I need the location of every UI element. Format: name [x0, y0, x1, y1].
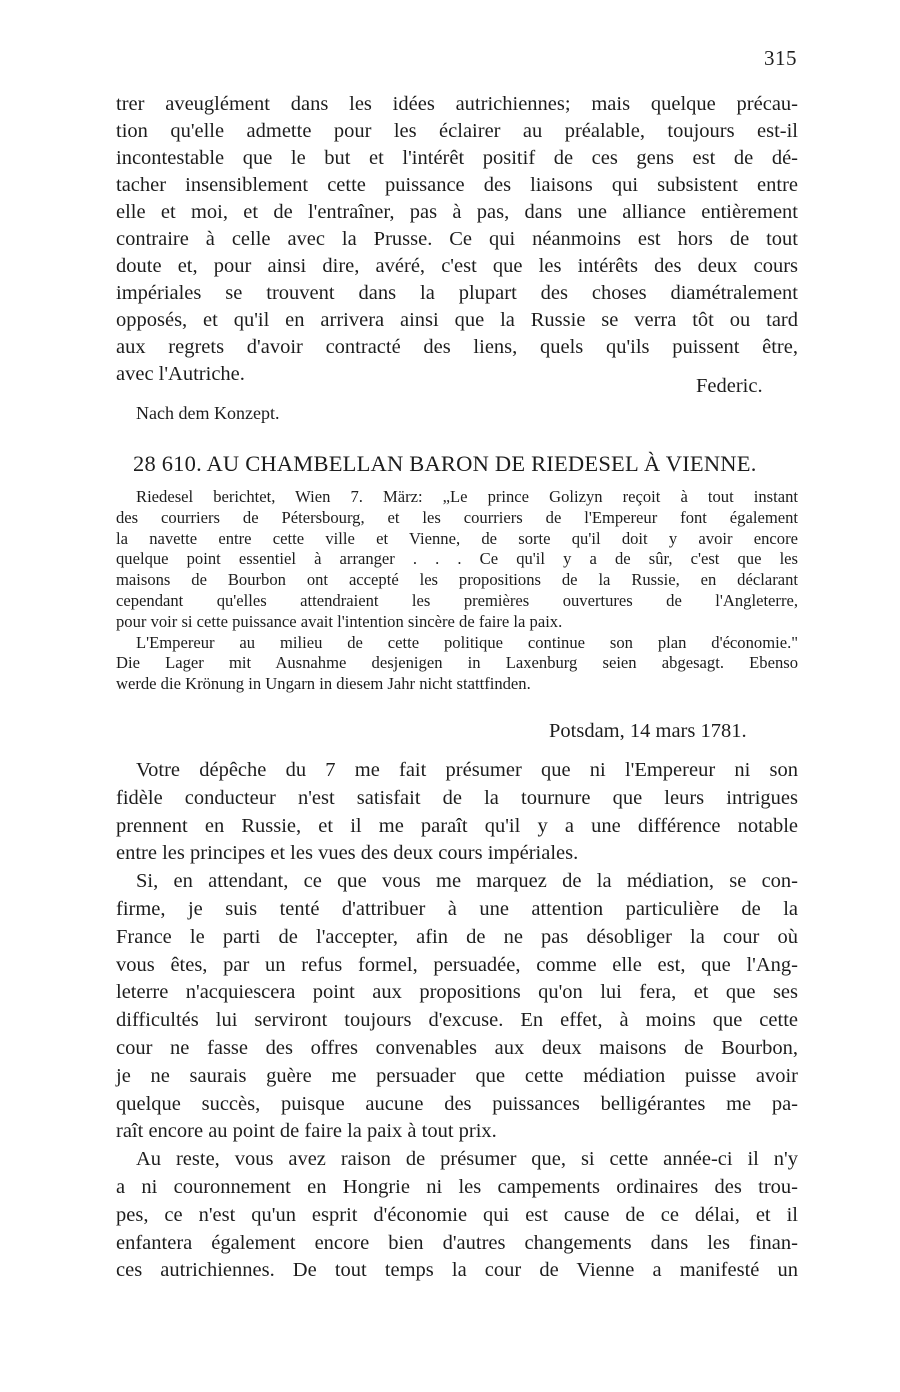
text-line: Au reste, vous avez raison de présumer que, si cette année-ci il n'y: [136, 1148, 798, 1171]
text-line: je ne saurais guère me persuader que cette médiation puisse avoir: [116, 1064, 798, 1087]
text-line: tacher insensiblement cette puissance des liaisons qui subsistent entre: [116, 174, 798, 196]
text-line: difficultés lui serviront toujours d'excuse. En effet, à moins que cette: [116, 1009, 798, 1032]
summary-line: quelque point essentiel à arranger . . . Ce qu'il y a de sûr, c'est que les: [116, 549, 798, 569]
text-line: trer aveuglément dans les idées autrichiennes; mais quelque précau-: [116, 93, 798, 115]
document-heading: 28 610. AU CHAMBELLAN BARON DE RIEDESEL À VIENNE.: [133, 451, 757, 476]
summary-line-last: pour voir si cette puissance avait l'intention sincère de faire la paix.: [116, 611, 563, 631]
text-line: firme, je suis tenté d'attribuer à une attention particulière de la: [116, 897, 798, 920]
text-line-last: raît encore au point de faire la paix à tout prix.: [116, 1120, 497, 1143]
signature: Federic.: [696, 375, 763, 397]
text-line: enfantera également encore bien d'autres changements dans les finan-: [116, 1231, 798, 1254]
summary-line: la navette entre cette ville et Vienne, de sorte qu'il doit y avoir encore: [116, 528, 798, 548]
text-line: a ni couronnement en Hongrie ni les campements ordinaires des trou-: [116, 1175, 798, 1198]
text-line: elle et moi, et de l'entraîner, pas à pas, dans une alliance entièrement: [116, 201, 798, 223]
text-line: cour ne fasse des offres convenables aux deux maisons de Bourbon,: [116, 1036, 798, 1059]
text-line: opposés, et qu'il en arrivera ainsi que la Russie se verra tôt ou tard: [116, 309, 798, 331]
summary-line: cependant qu'elles attendraient les premières ouvertures de l'Angleterre,: [116, 590, 798, 610]
page-number: 315: [764, 46, 797, 70]
summary-line: Die Lager mit Ausnahme desjenigen in Laxenburg seien abgesagt. Ebenso: [116, 653, 798, 673]
text-line: prennent en Russie, et il me paraît qu'il y a une différence notable: [116, 814, 798, 837]
text-line: France le parti de l'accepter, afin de ne pas désobliger la cour où: [116, 925, 798, 948]
summary-line: L'Empereur au milieu de cette politique continue son plan d'économie.": [136, 632, 798, 652]
text-line-last: avec l'Autriche.: [116, 363, 245, 385]
text-line: leterre n'acquiescera point aux propositions qu'on lui fera, et que ses: [116, 981, 798, 1004]
text-line: aux regrets d'avoir contracté des liens, quels qu'ils puissent être,: [116, 336, 798, 358]
text-line: tion qu'elle admette pour les éclairer au préalable, toujours est-il: [116, 120, 798, 142]
text-line: incontestable que le but et l'intérêt positif de ces gens est de dé-: [116, 147, 798, 169]
text-line: Votre dépêche du 7 me fait présumer que ni l'Empereur ni son: [136, 759, 798, 781]
dateline: Potsdam, 14 mars 1781.: [549, 720, 747, 742]
text-line: vous êtes, par un refus formel, persuadée, comme elle est, que l'Ang-: [116, 953, 798, 976]
text-line: pes, ce n'est qu'un esprit d'économie qui est cause de ce délai, et il: [116, 1203, 798, 1226]
text-line: ces autrichiennes. De tout temps la cour de Vienne a manifesté un: [116, 1259, 798, 1282]
text-line-last: entre les principes et les vues des deux cours impériales.: [116, 842, 579, 865]
text-line: Si, en attendant, ce que vous me marquez de la médiation, se con-: [136, 870, 798, 893]
letter-continuation: [116, 91, 798, 388]
summary-line: des courriers de Pétersbourg, et les courriers de l'Empereur font également: [116, 507, 798, 527]
summary-line: Riedesel berichtet, Wien 7. März: „Le prince Golizyn reçoit à tout instant: [136, 487, 798, 506]
summary-line-last: werde die Krönung in Ungarn in diesem Jahr nicht stattfinden.: [116, 674, 531, 694]
text-line: contraire à celle avec la Prusse. Ce qui néanmoins est hors de tout: [116, 228, 798, 250]
summary-line: maisons de Bourbon ont accepté les propositions de la Russie, en déclarant: [116, 570, 798, 590]
letter-body: [116, 757, 798, 1285]
document-summary: [116, 487, 798, 695]
text-line: quelque succès, puisque aucune des puissances belligérantes me pa-: [116, 1092, 798, 1115]
text-line: impériales se trouvent dans la plupart des choses diamétralement: [116, 282, 798, 304]
text-line: fidèle conducteur n'est satisfait de la tournure que leurs intrigues: [116, 786, 798, 809]
text-line: doute et, pour ainsi dire, avéré, c'est que les intérêts des deux cours: [116, 255, 798, 277]
source-note: Nach dem Konzept.: [136, 403, 280, 423]
